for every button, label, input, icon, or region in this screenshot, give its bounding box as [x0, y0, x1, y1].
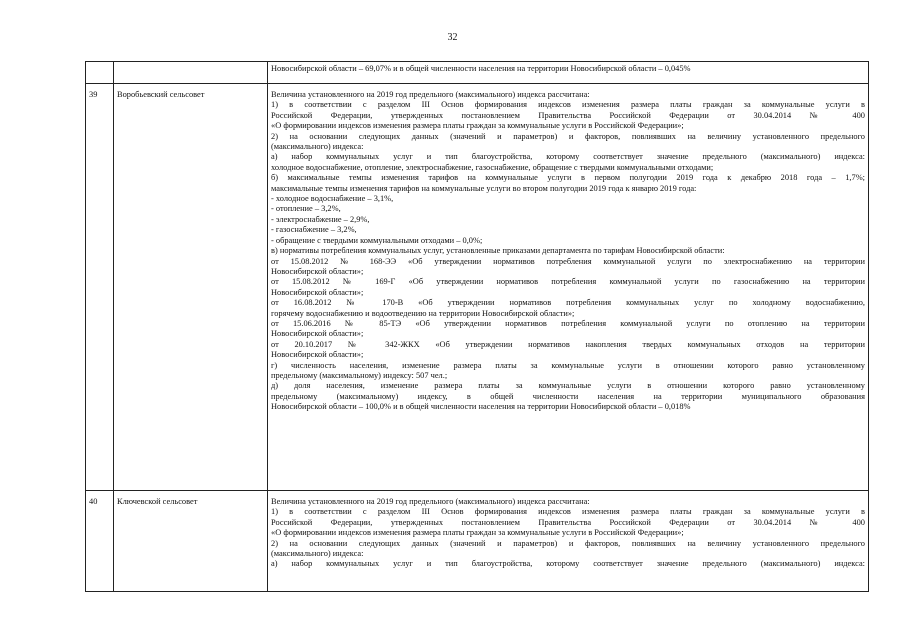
- text-line: от 15.08.2012 № 169-Г «Об утверждении нормативов потребления коммунальной услуги по газоснабжению на территории: [271, 277, 865, 287]
- text-line: Новосибирской области – 69,07% и в общей численности населения на территории Новосибирской области – 0,045%: [271, 64, 691, 73]
- text-line: максимальные темпы изменения тарифов на коммунальные услуги во втором полугодии 2019 года к январю 2019 года:: [271, 183, 697, 193]
- row-number-cell: 39: [86, 84, 114, 491]
- text-line: д) доля населения, изменение размера платы за коммунальные услуги в отношении которого равно установленному: [271, 381, 865, 391]
- text-line: - обращение с твердыми коммунальными отходами – 0,0%;: [271, 235, 483, 245]
- text-line: от 15.06.2016 № 85-ТЭ «Об утверждении нормативов потребления коммунальной услуги по отоплению на территории: [271, 318, 865, 328]
- text-line: в) нормативы потребления коммунальных услуг, установленные приказами департамента по тарифам Новосибирской области:: [271, 246, 725, 256]
- text-line: а) набор коммунальных услуг и тип благоустройства, которому соответствует значение предельного (максимального) индекса:: [271, 559, 865, 569]
- text-line: Новосибирской области»;: [271, 350, 364, 360]
- table-row-continuation: [86, 62, 869, 84]
- text-line: б) максимальные темпы изменения тарифов на коммунальные услуги в первом полугодии 2019 года к декабрю 2018 года – 1,7%;: [271, 173, 865, 183]
- row-number-cell: [86, 62, 114, 84]
- text-line: 2) на основании следующих данных (значений и параметров) и факторов, повлиявших на величину установленного предельного: [271, 131, 865, 141]
- page-number: 32: [447, 32, 458, 43]
- text-line: «О формировании индексов изменения размера платы граждан за коммунальные услуги в Российской Федерации»;: [271, 121, 684, 131]
- text-line: Новосибирской области»;: [271, 287, 364, 297]
- calculation-text-cell: [268, 491, 869, 592]
- text-line: Новосибирской области»;: [271, 266, 364, 276]
- text-line: горячему водоснабжению и водоотведению на территории Новосибирской области»;: [271, 308, 575, 318]
- text-line: от 20.10.2017 № 342-ЖКХ «Об утверждении нормативов накопления твердых коммунальных отходов на территории: [271, 339, 865, 349]
- text-line: - холодное водоснабжение – 3,1%,: [271, 194, 394, 204]
- text-line: Российской Федерации, утвержденных постановлением Правительства Российской Федерации от 30.04.2014 № 400: [271, 110, 865, 120]
- text-line: предельному (максимальному) индексу, в общей численности населения на территории муниципального образования: [271, 391, 865, 401]
- text-line: (максимального) индекса:: [271, 142, 364, 152]
- text-line: «О формировании индексов изменения размера платы граждан за коммунальные услуги в Российской Федерации»;: [271, 528, 684, 538]
- text-line: 1) в соответствии с разделом III Основ формирования индексов изменения размера платы граждан за коммунальные услуги в: [271, 100, 865, 110]
- text-line: Величина установленного на 2019 год предельного (максимального) индекса рассчитана:: [271, 497, 590, 506]
- calculation-text-cell: [268, 84, 869, 491]
- municipal-index-table: [85, 61, 869, 592]
- text-line: Величина установленного на 2019 год предельного (максимального) индекса рассчитана:: [271, 90, 590, 99]
- text-line: - газоснабжение – 3,2%,: [271, 225, 357, 235]
- text-line: г) численность населения, изменение размера платы за коммунальные услуги в отношении которого равно установленному: [271, 360, 865, 370]
- row-number-cell: 40: [86, 491, 114, 592]
- municipality-name-cell: [114, 62, 268, 84]
- municipality-name-cell: Ключевской сельсовет: [114, 491, 268, 592]
- text-line: от 15.08.2012 № 168-ЭЭ «Об утверждении нормативов потребления коммунальной услуги по электроснабжению на территории: [271, 256, 865, 266]
- text-line: 1) в соответствии с разделом III Основ формирования индексов изменения размера платы граждан за коммунальные услуги в: [271, 507, 865, 517]
- text-line: Новосибирской области – 100,0% и в общей численности населения на территории Новосибирской области – 0,018%: [271, 402, 691, 412]
- municipality-name-cell: Воробьевский сельсовет: [114, 84, 268, 491]
- text-line: а) набор коммунальных услуг и тип благоустройства, которому соответствует значение предельного (максимального) индекса:: [271, 152, 865, 162]
- text-line: Российской Федерации, утвержденных постановлением Правительства Российской Федерации от 30.04.2014 № 400: [271, 517, 865, 527]
- calculation-text-cell: [268, 62, 869, 84]
- text-line: Новосибирской области»;: [271, 329, 364, 339]
- text-line: от 16.08.2012 № 170-В «Об утверждении нормативов потребления коммунальных услуг по холодному водоснабжению,: [271, 298, 865, 308]
- text-line: холодное водоснабжение, отопление, электроснабжение, газоснабжение, обращение с твердыми коммунальными отходами;: [271, 162, 714, 172]
- table-row-40: [86, 491, 869, 592]
- text-line: (максимального) индекса:: [271, 549, 364, 559]
- text-line: - электроснабжение – 2,9%,: [271, 214, 370, 224]
- table-row-39: [86, 84, 869, 491]
- text-line: - отопление – 3,2%,: [271, 204, 341, 214]
- text-line: предельному (максимальному) индексу: 507 чел.;: [271, 370, 448, 380]
- text-line: 2) на основании следующих данных (значений и параметров) и факторов, повлиявших на величину установленного предельного: [271, 538, 865, 548]
